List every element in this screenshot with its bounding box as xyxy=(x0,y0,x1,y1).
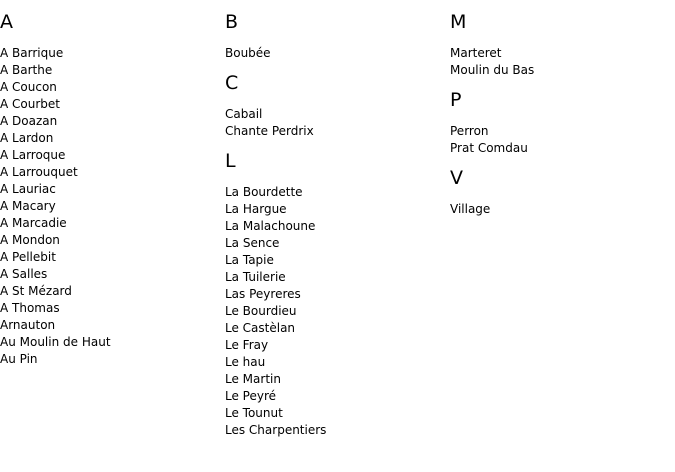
place-list-c xyxy=(225,106,445,140)
place-link[interactable]: Perron xyxy=(450,124,489,138)
place-link[interactable]: La Tuilerie xyxy=(225,270,286,284)
place-link[interactable]: Le Peyré xyxy=(225,389,277,403)
place-link[interactable]: A Doazan xyxy=(0,114,58,128)
place-link[interactable]: Les Charpentiers xyxy=(225,423,327,437)
place-link[interactable]: Las Peyreres xyxy=(225,287,301,301)
place-link[interactable]: Cabail xyxy=(225,107,263,121)
place-link[interactable]: La Bourdette xyxy=(225,185,303,199)
place-link[interactable]: A Marcadie xyxy=(0,216,67,230)
letter-heading-c: C xyxy=(225,72,239,94)
place-link[interactable]: A Mondon xyxy=(0,233,60,247)
place-link[interactable]: La Tapie xyxy=(225,253,274,267)
place-link[interactable]: A Barthe xyxy=(0,63,53,77)
column-1 xyxy=(0,10,220,368)
place-link[interactable]: A Pellebit xyxy=(0,250,56,264)
place-link[interactable]: A Lardon xyxy=(0,131,54,145)
letter-group-a xyxy=(0,10,220,368)
column-3 xyxy=(450,10,670,218)
place-link[interactable]: Le Martin xyxy=(225,372,281,386)
place-link[interactable]: A Coucon xyxy=(0,80,57,94)
place-link[interactable]: Boubée xyxy=(225,46,271,60)
place-link[interactable]: A Larrouquet xyxy=(0,165,78,179)
place-link[interactable]: La Hargue xyxy=(225,202,287,216)
place-link[interactable]: A Thomas xyxy=(0,301,60,315)
letter-group-v xyxy=(450,166,670,218)
letter-heading-a: A xyxy=(0,11,13,33)
place-link[interactable]: A Salles xyxy=(0,267,48,281)
place-link[interactable]: Le Castèlan xyxy=(225,321,296,335)
place-link[interactable]: Au Moulin de Haut xyxy=(0,335,111,349)
place-list-v xyxy=(450,201,670,218)
letter-group-m xyxy=(450,10,670,79)
place-list-p xyxy=(450,123,670,157)
place-link[interactable]: La Sence xyxy=(225,236,280,250)
letter-heading-b: B xyxy=(225,11,239,33)
place-link[interactable]: Chante Perdrix xyxy=(225,124,314,138)
letter-group-l xyxy=(225,149,445,439)
letter-group-p xyxy=(450,88,670,157)
place-link[interactable]: Le hau xyxy=(225,355,266,369)
place-link[interactable]: Prat Comdau xyxy=(450,141,528,155)
place-list-b xyxy=(225,45,445,62)
place-link[interactable]: A Larroque xyxy=(0,148,66,162)
letter-group-b xyxy=(225,10,445,62)
place-link[interactable]: A Courbet xyxy=(0,97,60,111)
place-link[interactable]: A Barrique xyxy=(0,46,64,60)
place-list-a xyxy=(0,45,220,368)
letter-heading-l: L xyxy=(225,150,236,172)
letter-heading-m: M xyxy=(450,11,467,33)
place-link[interactable]: Au Pin xyxy=(0,352,38,366)
place-link[interactable]: A Macary xyxy=(0,199,56,213)
place-link[interactable]: Le Bourdieu xyxy=(225,304,297,318)
place-link[interactable]: Le Fray xyxy=(225,338,269,352)
letter-heading-v: V xyxy=(450,167,463,189)
place-link[interactable]: A Lauriac xyxy=(0,182,56,196)
place-link[interactable]: Village xyxy=(450,202,491,216)
place-link[interactable]: A St Mézard xyxy=(0,284,72,298)
place-link[interactable]: Le Tounut xyxy=(225,406,283,420)
place-link[interactable]: Marteret xyxy=(450,46,502,60)
place-list-l xyxy=(225,184,445,439)
column-2 xyxy=(225,10,445,439)
place-link[interactable]: Moulin du Bas xyxy=(450,63,535,77)
letter-heading-p: P xyxy=(450,89,462,111)
letter-group-c xyxy=(225,71,445,140)
place-link[interactable]: Arnauton xyxy=(0,318,56,332)
place-link[interactable]: La Malachoune xyxy=(225,219,316,233)
place-list-m xyxy=(450,45,670,79)
